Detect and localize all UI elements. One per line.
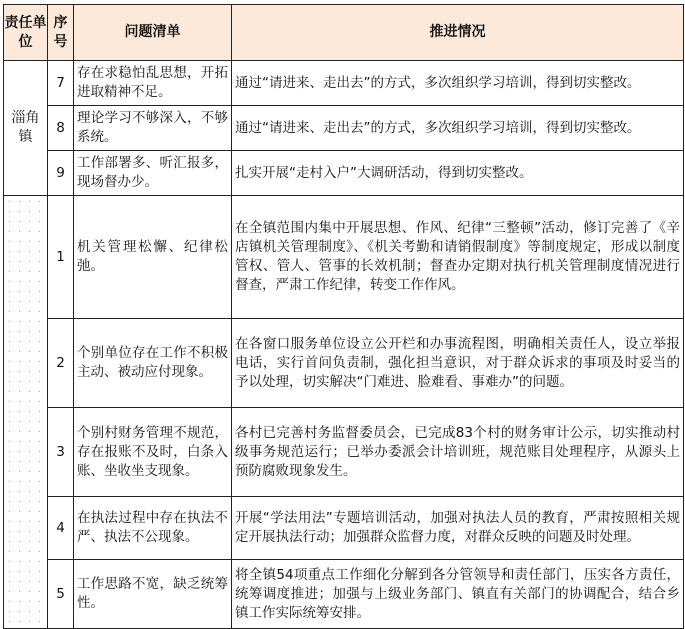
seq-cell: 8 (48, 106, 74, 151)
progress-cell: 通过“请进来、走出去”的方式，多次组织学习培训，得到切实整改。 (232, 61, 684, 106)
issue-cell: 工作思路不宽，缺乏统筹性。 (74, 560, 232, 629)
issue-cell: 个别单位存在工作不积极主动、被动应付现象。 (74, 319, 232, 408)
unit-cell: 淄角镇 (4, 61, 48, 196)
issue-cell: 工作部署多、听汇报多，现场督办少。 (74, 151, 232, 196)
issue-cell: 个别村财务管理不规范，存在报账不及时，白条入账、坐收坐支现象。 (74, 408, 232, 497)
table-row (4, 497, 684, 560)
unit-cell (4, 196, 48, 629)
progress-cell: 在全镇范围内集中开展思想、作风、纪律“三整顿”活动，修订完善了《辛店镇机关管理制度》、《机关考勤和请销假制度》等制度规定，形成以制度管权、管人、管事的长效机制；督查办定期对执行机关管理制度情况进行督查，严肃工作纪律，转变工作作风。 (232, 196, 684, 319)
table-row (4, 151, 684, 196)
seq-cell: 2 (48, 319, 74, 408)
progress-cell: 开展“学法用法”专题培训活动，加强对执法人员的教育，严肃按照相关规定开展执法行动；加强群众监督力度，对群众反映的问题及时处理。 (232, 497, 684, 560)
seq-cell: 5 (48, 560, 74, 629)
table-row (4, 61, 684, 106)
progress-cell: 通过“请进来、走出去”的方式，多次组织学习培训，得到切实整改。 (232, 106, 684, 151)
seq-cell: 9 (48, 151, 74, 196)
seq-cell: 7 (48, 61, 74, 106)
table-row (4, 319, 684, 408)
issue-cell: 在执法过程中存在执法不严、执法不公现象。 (74, 497, 232, 560)
progress-cell: 在各窗口服务单位设立公开栏和办事流程图，明确相关责任人，设立举报电话，实行首问负责制，强化担当意识，对于群众诉求的事项及时妥当的予以处理，切实解决“门难进、脸难看、事难办”的问题。 (232, 319, 684, 408)
header-seq: 序号 (48, 5, 74, 61)
issue-cell: 理论学习不够深入，不够系统。 (74, 106, 232, 151)
table-row (4, 560, 684, 629)
header-unit: 责任单位 (4, 5, 48, 61)
progress-cell: 扎实开展“走村入户”大调研活动，得到切实整改。 (232, 151, 684, 196)
seq-cell: 1 (48, 196, 74, 319)
table-row (4, 408, 684, 497)
progress-cell: 各村已完善村务监督委员会，已完成83个村的财务审计公示，切实推动村级事务规范运行；已举办委派会计培训班，规范账目处理程序，从源头上预防腐败现象发生。 (232, 408, 684, 497)
table-row (4, 196, 684, 319)
progress-cell: 将全镇54项重点工作细化分解到各分管领导和责任部门，压实各方责任，统筹调度推进；加强与上级业务部门、镇直有关部门的协调配合，结合乡镇工作实际统筹安排。 (232, 560, 684, 629)
table-header-row (4, 5, 684, 61)
seq-cell: 4 (48, 497, 74, 560)
issues-table (3, 4, 684, 629)
table-row (4, 106, 684, 151)
header-issue: 问题清单 (74, 5, 232, 61)
header-progress: 推进情况 (232, 5, 684, 61)
seq-cell: 3 (48, 408, 74, 497)
issue-cell: 存在求稳怕乱思想，开拓进取精神不足。 (74, 61, 232, 106)
issue-cell: 机关管理松懈、纪律松弛。 (74, 196, 232, 319)
